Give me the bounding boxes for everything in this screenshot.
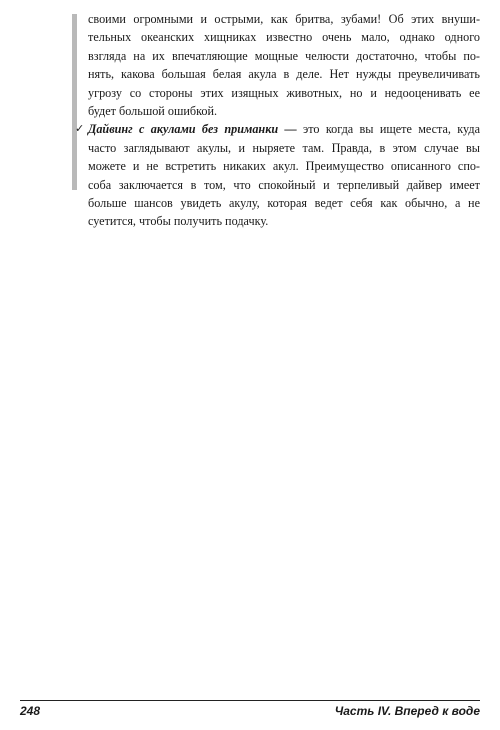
page-number: 248 <box>20 704 41 718</box>
text-line: своими огромными и острыми, как бритва, зубами! Об этих внуши- <box>88 12 480 26</box>
text-line: часто заглядывают акулы, и ныряете там. Правда, в этом случае вы <box>88 140 480 155</box>
text-line: угрозу со стороны этих изящных животных, но и недооценивать ее <box>88 85 480 100</box>
text-line: тельных океанских хищниках известно очень мало, однако одного <box>88 30 480 45</box>
section-title: Часть IV. Вперед к воде <box>334 704 480 718</box>
bullet-term: Дайвинг с акулами без приманки — <box>88 122 297 137</box>
text-line: будет большой ошибкой. <box>88 104 218 119</box>
text-line: суетится, чтобы получить подачку. <box>88 214 269 229</box>
bullet-first-line-text: это когда вы ищете места, куда <box>296 122 480 137</box>
text-line: можете и не встретить никаких акул. Преимущество описанного спо- <box>88 159 480 174</box>
footer-rule <box>20 700 480 701</box>
checkmark-icon: ✓ <box>75 122 85 136</box>
text-line: взгляда на их впечатляющие мощные челюсти достаточно, чтобы по- <box>88 48 480 63</box>
bullet-item <box>75 120 480 230</box>
continued-paragraph <box>88 10 480 120</box>
text-line: соба заключается в том, что спокойный и терпеливый дайвер имеет <box>88 177 480 192</box>
sidebar-rule <box>72 14 77 190</box>
page-content <box>75 10 480 231</box>
text-line: нять, какова большая белая акула в деле. Нет нужды преувеличивать <box>88 67 480 82</box>
text-line: больше шансов увидеть акулу, которая ведет себя как обычно, а не <box>88 196 480 211</box>
bullet-first-line <box>88 120 480 138</box>
